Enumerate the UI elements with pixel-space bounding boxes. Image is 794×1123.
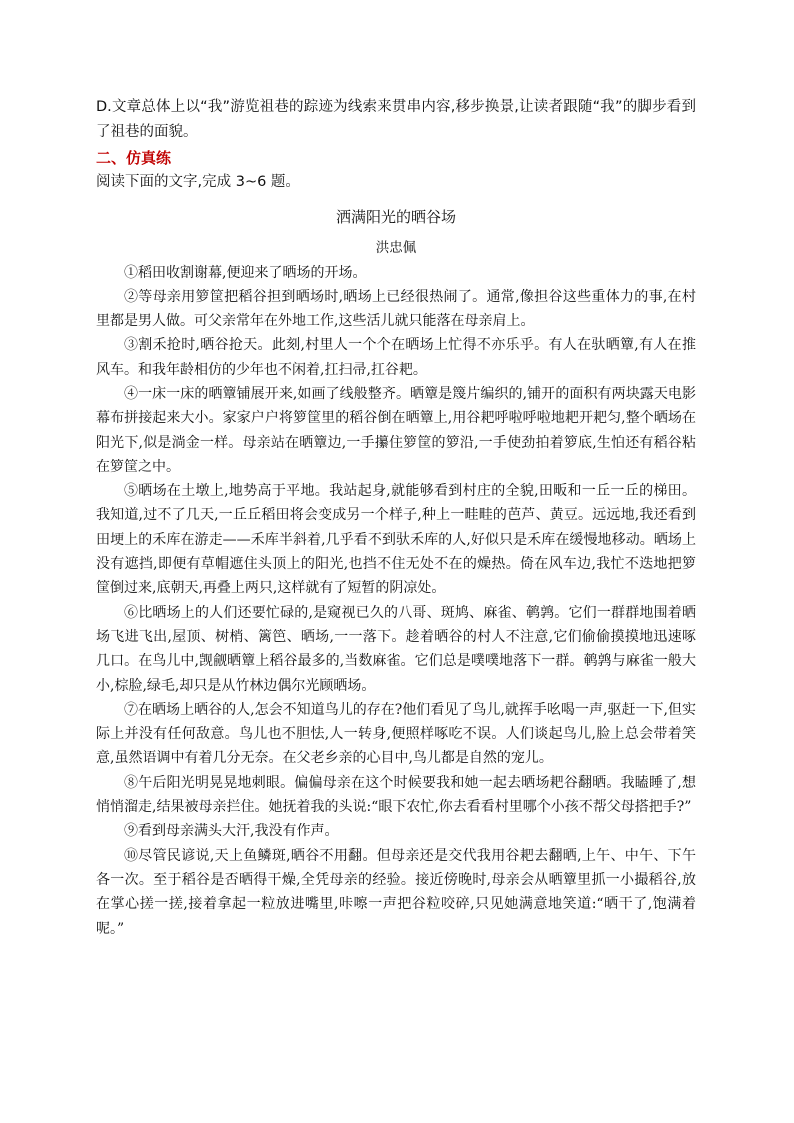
page-content	[96, 95, 696, 941]
paragraph-9: ⑨看到母亲满头大汗,我没有作声。	[124, 823, 339, 840]
paragraph-3: ③割禾抢时,晒谷抢天。此刻,村里人一个个在晒场上忙得不亦乐乎。有人在驮晒簟,有人在推风车。和我年龄相仿的少年也不闲着,扛扫帚,扛谷耙。	[96, 337, 696, 378]
paragraph-10: ⑩尽管民谚说,天上鱼鳞斑,晒谷不用翻。但母亲还是交代我用谷耙去翻晒,上午、中午、下午各一次。至于稻谷是否晒得干燥,全凭母亲的经验。接近傍晚时,母亲会从晒簟里抓一小撮稻谷,放在掌心搓一搓,接着拿起一粒放进嘴里,咔嚓一声把谷粒咬碎,只见她满意地笑道:“晒干了,饱满着呢。”	[96, 847, 696, 937]
option-d: D.文章总体上以“我”游览祖巷的踪迹为线索来贯串内容,移步换景,让读者跟随“我”的脚步看到了祖巷的面貌。	[96, 99, 696, 140]
paragraph-2: ②等母亲用箩筐把稻谷担到晒场时,晒场上已经很热闹了。通常,像担谷这些重体力的事,在村里都是男人做。可父亲常年在外地工作,这些活儿就只能落在母亲肩上。	[96, 288, 696, 330]
paragraph-5: ⑤晒场在土墩上,地势高于平地。我站起身,就能够看到村庄的全貌,田畈和一丘一丘的梯田。我知道,过不了几天,一丘丘稻田将会变成另一个样子,种上一畦畦的芭芦、黄豆。远远地,我还看到田埂上的禾库在游走——禾库半斜着,几乎看不到驮禾库的人,好似只是禾库在缓慢地移动。晒场上没有遮挡,即便有草帽遮住头顶上的阳光,也挡不住无处不在的燥热。倚在风车边,我忙不迭地把箩筐倒过来,底朝天,再叠上两只,这样就有了短暂的阴凉处。	[96, 483, 696, 597]
paragraph-4: ④一床一床的晒簟铺展开来,如画了线般整齐。晒簟是篾片编织的,铺开的面积有两块露天电影幕布拼接起来大小。家家户户将箩筐里的稻谷倒在晒簟上,用谷耙呼啦呼啦地耙开耙匀,整个晒场在阳光下,似是淌金一样。母亲站在晒簟边,一手攥住箩筐的箩沿,一手使劲拍着箩底,生怕还有稻谷粘在箩筐之中。	[96, 385, 696, 475]
article-author: 洪忠佩	[375, 239, 417, 256]
section-heading: 二、仿真练	[96, 149, 172, 167]
paragraph-1: ①稻田收割谢幕,便迎来了晒场的开场。	[124, 264, 367, 281]
paragraph-7: ⑦在晒场上晒谷的人,怎会不知道鸟儿的存在?他们看见了鸟儿,就挥手吆喝一声,驱赶一下,但实际上并没有任何敌意。鸟儿也不胆怯,人一转身,便照样啄吃不误。人们谈起鸟儿,脸上总会带着笑意,虽然语调中有着几分无奈。在父老乡亲的心目中,鸟儿都是自然的宠儿。	[96, 701, 696, 767]
reading-instruction: 阅读下面的文字,完成 3~6 题。	[96, 174, 300, 190]
paragraph-6: ⑥比晒场上的人们还要忙碌的,是窥视已久的八哥、斑鸠、麻雀、鹌鹑。它们一群群地围着晒场飞进飞出,屋顶、树梢、篱笆、晒场,一一落下。趁着晒谷的村人不注意,它们偷偷摸摸地迅速啄几口。在鸟儿中,觊觎晒簟上稻谷最多的,当数麻雀。它们总是噗噗地落下一群。鹌鹑与麻雀一般大小,棕脸,绿毛,却只是从竹林边偶尔光顾晒场。	[96, 604, 696, 694]
article-body	[96, 261, 696, 941]
paragraph-8: ⑧午后阳光明晃晃地刺眼。偏偏母亲在这个时候要我和她一起去晒场耙谷翻晒。我瞌睡了,想悄悄溜走,结果被母亲拦住。她抚着我的头说:“眼下农忙,你去看看村里哪个小孩不帮父母搭把手?”	[96, 774, 696, 816]
article-title: 洒满阳光的晒谷场	[335, 207, 456, 226]
